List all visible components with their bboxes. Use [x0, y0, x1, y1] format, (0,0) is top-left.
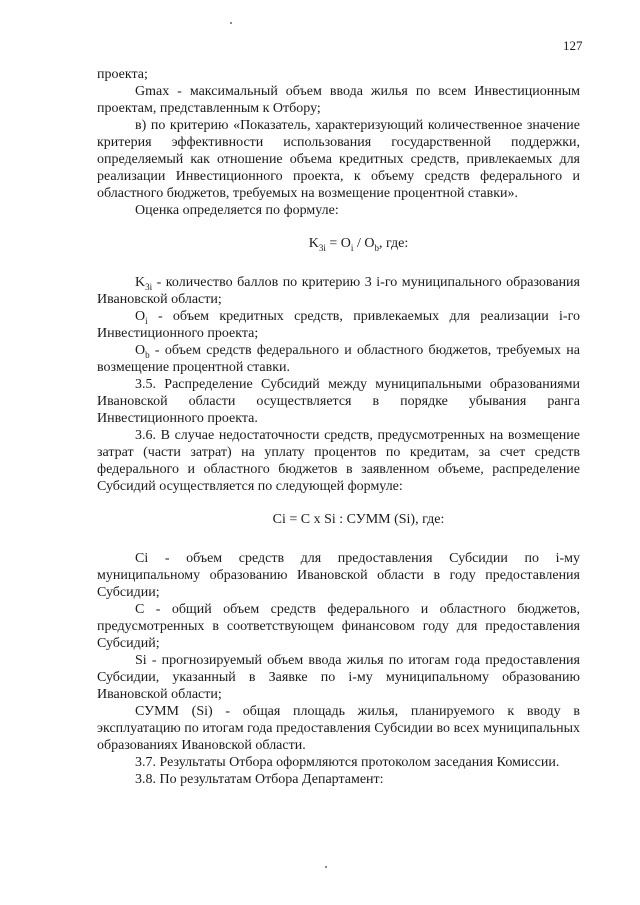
formula-k3i: $K_{3i} = O_i / O_b$, где: — [308, 236, 409, 253]
section-3-5: 3.5. Распределение Субсидий между муниципальными образованиями Ивановской области осуществляется в порядке убывания ранга Инвестиционного проекта. — [97, 377, 580, 426]
definition-summ-si: СУММ (Si) - общая площадь жилья, планируемого к вводу в эксплуатацию по итогам года предоставления Субсидии во всех муниципальных образованиях Ивановской области. — [97, 704, 580, 753]
paragraph: Оценка определяется по формуле: — [135, 203, 339, 218]
definition-oi: $O_i$ - объем кредитных средств, привлекаемых для реализации i-го Инвестиционного проекта; — [97, 309, 580, 341]
scan-mark — [230, 22, 232, 24]
definition-k3i: $K_{3i}$ - количество баллов по критерию 3 i-го муниципального образования Ивановской области; — [97, 275, 580, 307]
paragraph: в) по критерию «Показатель, характеризующий количественное значение критерия эффективности использования государственной поддержки, определяемый как отношение объема кредитных средств, привлекаемых для реализации Инвестиционного проекта, к объему средств федерального и областного бюджетов, требуемых на возмещение процентной ставки». — [97, 118, 580, 201]
section-3-7: 3.7. Результаты Отбора оформляются протоколом заседания Комиссии. — [135, 755, 560, 770]
paragraph: проекта; — [97, 67, 148, 82]
section-3-6: 3.6. В случае недостаточности средств, предусмотренных на возмещение затрат (части затрат) на уплату процентов по кредитам, за счет средств федерального и областного бюджетов в заявленном объеме, распределение Субсидий осуществляется по следующей формуле: — [97, 428, 580, 494]
section-3-8: 3.8. По результатам Отбора Департамент: — [135, 772, 384, 787]
scan-mark — [325, 866, 327, 868]
paragraph: Gmax - максимальный объем ввода жилья по всем Инвестиционным проектам, представленным к Отбору; — [97, 84, 580, 116]
page-number: 127 — [563, 38, 583, 53]
definition-ob: $O_b$ - объем средств федерального и областного бюджетов, требуемых на возмещение процентной ставки. — [97, 343, 580, 375]
definition-c: C - общий объем средств федерального и областного бюджетов, предусмотренных в соответствующем финансовом году для предоставления Субсидий; — [97, 602, 580, 651]
document-body — [97, 66, 580, 788]
formula-ci: Ci = C x Si : СУММ (Si), где: — [272, 512, 445, 527]
definition-si: Si - прогнозируемый объем ввода жилья по итогам года предоставления Субсидии, указанный в Заявке по i-му муниципальному образованию Ивановской области; — [97, 653, 580, 702]
definition-ci: Ci - объем средств для предоставления Субсидии по i-му муниципальному образованию Ивановской области в году предоставления Субсидии; — [97, 551, 580, 600]
